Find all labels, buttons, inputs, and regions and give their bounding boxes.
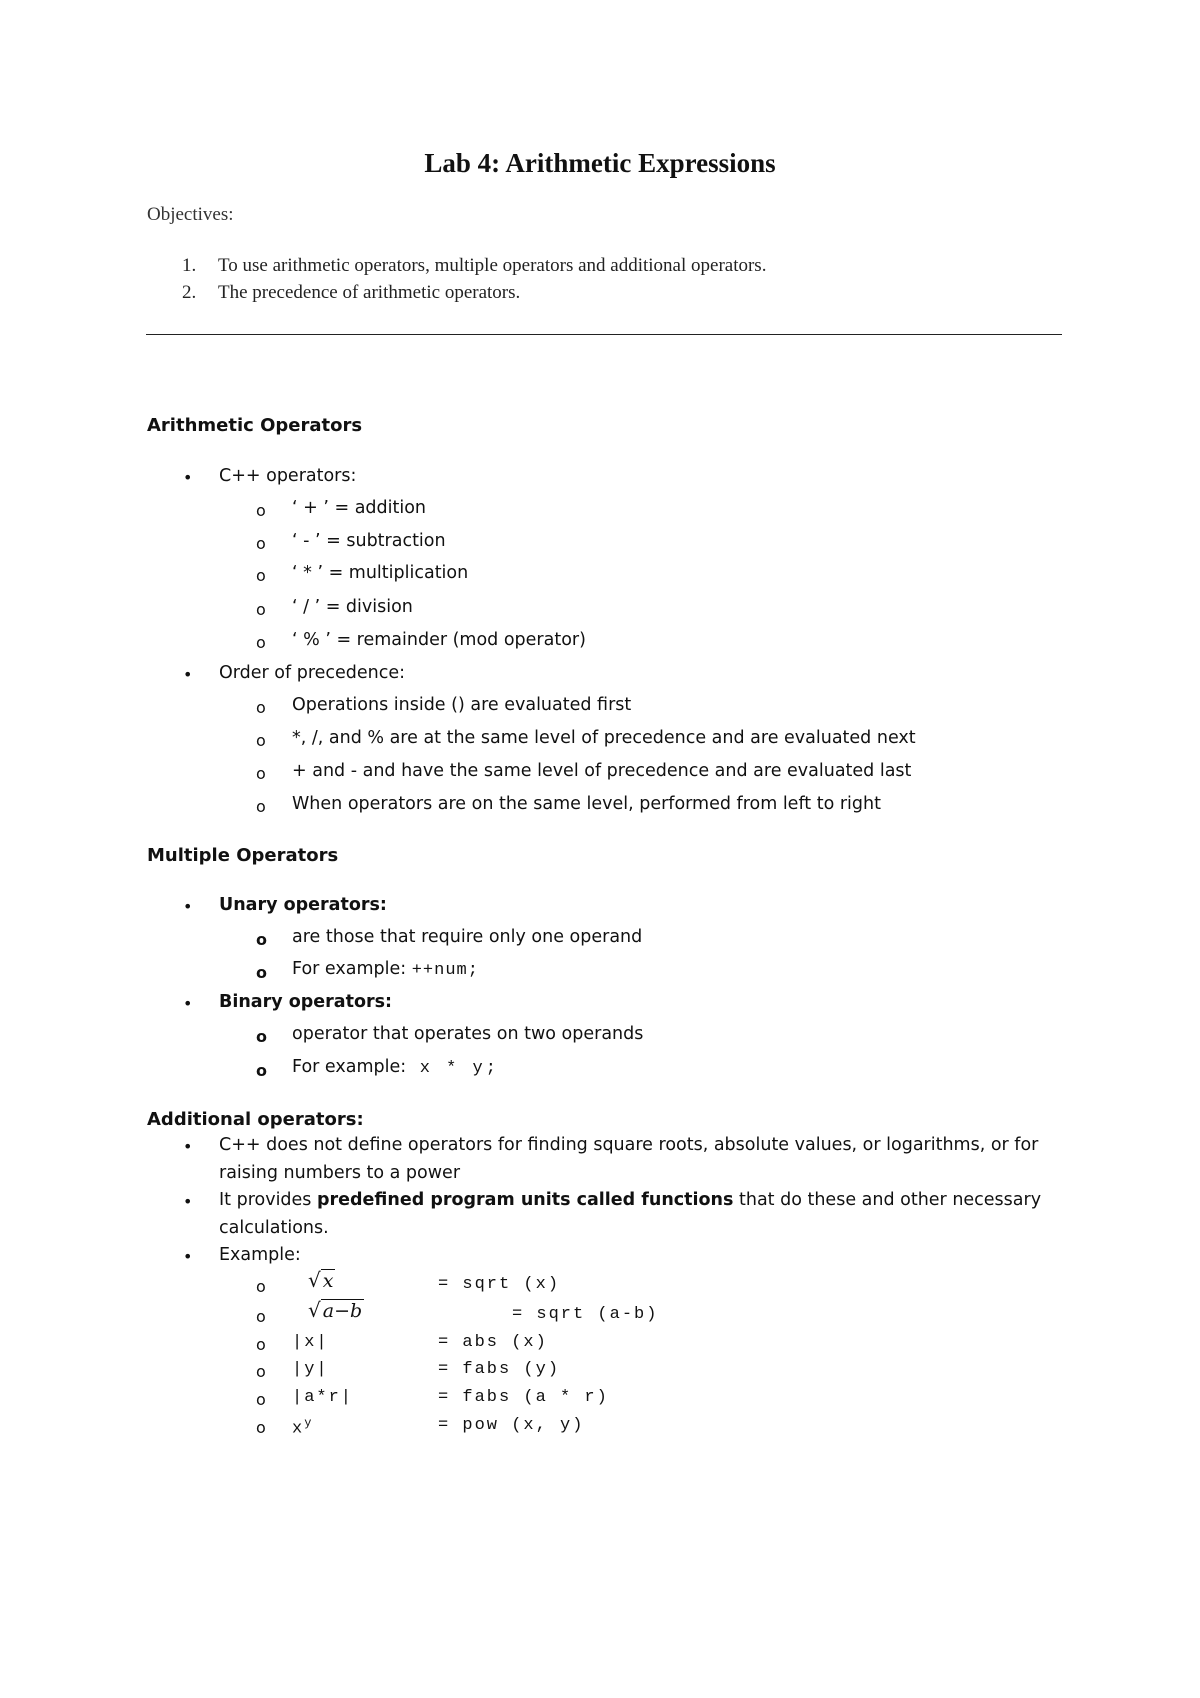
text-span: It provides <box>219 1190 317 1210</box>
example-heading: Example: <box>219 1245 301 1265</box>
operator-item: ‘ - ’ = subtraction <box>292 531 446 551</box>
additional-bullet-1-line-1: C++ does not define operators for finding square roots, absolute values, or logarithms, or for <box>219 1135 1039 1155</box>
sub-bullet-icon: o <box>256 1390 266 1409</box>
operator-item: ‘ + ’ = addition <box>292 498 427 518</box>
order-of-precedence-label: Order of precedence: <box>219 663 406 683</box>
bullet-icon: • <box>183 1192 193 1211</box>
abs-a-times-r-expression: |a*r| <box>292 1388 354 1407</box>
sub-bullet-icon: o <box>256 534 266 553</box>
unary-example <box>292 959 479 980</box>
objective-item <box>182 255 766 277</box>
sub-bullet-icon: o <box>256 797 266 816</box>
radicand: a−b <box>322 1300 363 1322</box>
fabs-a-times-r-equivalent: = fabs (a * r) <box>438 1388 609 1407</box>
binary-example-code: x * y; <box>419 1059 499 1078</box>
section-heading-multiple: Multiple Operators <box>147 845 339 866</box>
precedence-item: When operators are on the same level, performed from left to right <box>292 794 881 814</box>
operator-item: ‘ % ’ = remainder (mod operator) <box>292 630 586 650</box>
objectives-label: Objectives: <box>147 204 234 225</box>
horizontal-divider <box>146 334 1062 335</box>
sub-bullet-icon: o <box>256 633 266 652</box>
sqrt-a-minus-b-equivalent: = sqrt (a-b) <box>512 1305 659 1324</box>
sqrt-x-expression <box>308 1268 335 1292</box>
section-heading-arithmetic: Arithmetic Operators <box>147 415 363 436</box>
bullet-icon: • <box>183 665 193 684</box>
sub-bullet-icon: o <box>256 1418 266 1437</box>
power-base: x <box>292 1419 305 1439</box>
emphasis-functions: predefined program units called functions <box>317 1190 734 1210</box>
sub-bullet-icon: o <box>256 1362 266 1381</box>
abs-x-expression: |x| <box>292 1333 329 1352</box>
fabs-y-equivalent: = fabs (y) <box>438 1360 561 1379</box>
sub-bullet-icon: o <box>256 600 266 619</box>
sub-bullet-icon: o <box>256 764 266 783</box>
additional-bullet-2-line-2: calculations. <box>219 1218 329 1238</box>
sub-bullet-icon: o <box>256 1061 267 1080</box>
power-exponent: y <box>304 1416 312 1430</box>
pow-equivalent: = pow (x, y) <box>438 1416 585 1435</box>
sub-bullet-icon: o <box>256 501 266 520</box>
unary-description: are those that require only one operand <box>292 927 643 947</box>
operator-item: ‘ / ’ = division <box>292 597 413 617</box>
radical-icon: √ <box>308 1298 321 1322</box>
example-label: For example: <box>292 959 407 979</box>
sub-bullet-icon: o <box>256 731 266 750</box>
binary-example <box>292 1057 499 1078</box>
sub-bullet-icon: o <box>256 963 267 982</box>
unary-example-code: ++num; <box>411 961 479 980</box>
sub-bullet-icon: o <box>256 566 266 585</box>
objective-text: The precedence of arithmetic operators. <box>218 282 521 303</box>
abs-x-equivalent: = abs (x) <box>438 1333 548 1352</box>
sqrt-x-equivalent: = sqrt (x) <box>438 1275 561 1294</box>
section-heading-additional: Additional operators: <box>147 1109 364 1130</box>
text-span: that do these and other necessary <box>733 1190 1042 1210</box>
additional-bullet-2-line-1 <box>219 1190 1041 1210</box>
bullet-icon: • <box>183 897 193 916</box>
objective-text: To use arithmetic operators, multiple operators and additional operators. <box>218 255 767 276</box>
radicand: x <box>322 1270 334 1292</box>
abs-y-expression: |y| <box>292 1360 329 1379</box>
objective-item <box>182 282 520 304</box>
binary-description: operator that operates on two operands <box>292 1024 644 1044</box>
sub-bullet-icon: o <box>256 1277 266 1296</box>
cpp-operators-label: C++ operators: <box>219 466 357 486</box>
additional-bullet-1-line-2: raising numbers to a power <box>219 1163 461 1183</box>
sqrt-a-minus-b-expression <box>308 1298 364 1322</box>
power-expression <box>292 1416 311 1439</box>
precedence-item: *, /, and % are at the same level of precedence and are evaluated next <box>292 728 916 748</box>
sub-bullet-icon: o <box>256 930 267 949</box>
objective-number: 2. <box>182 282 197 303</box>
operator-item: ‘ * ’ = multiplication <box>292 563 469 583</box>
bullet-icon: • <box>183 1137 193 1156</box>
page-title: Lab 4: Arithmetic Expressions <box>424 148 776 178</box>
unary-operators-label: Unary operators: <box>219 895 387 915</box>
sub-bullet-icon: o <box>256 698 266 717</box>
bullet-icon: • <box>183 468 193 487</box>
precedence-item: Operations inside () are evaluated first <box>292 695 632 715</box>
sub-bullet-icon: o <box>256 1307 266 1326</box>
bullet-icon: • <box>183 994 193 1013</box>
sub-bullet-icon: o <box>256 1335 266 1354</box>
bullet-icon: • <box>183 1247 193 1266</box>
binary-operators-label: Binary operators: <box>219 992 393 1012</box>
example-label: For example: <box>292 1057 407 1077</box>
objective-number: 1. <box>182 255 197 276</box>
sub-bullet-icon: o <box>256 1027 267 1046</box>
precedence-item: + and - and have the same level of precedence and are evaluated last <box>292 761 912 781</box>
radical-icon: √ <box>308 1268 321 1292</box>
